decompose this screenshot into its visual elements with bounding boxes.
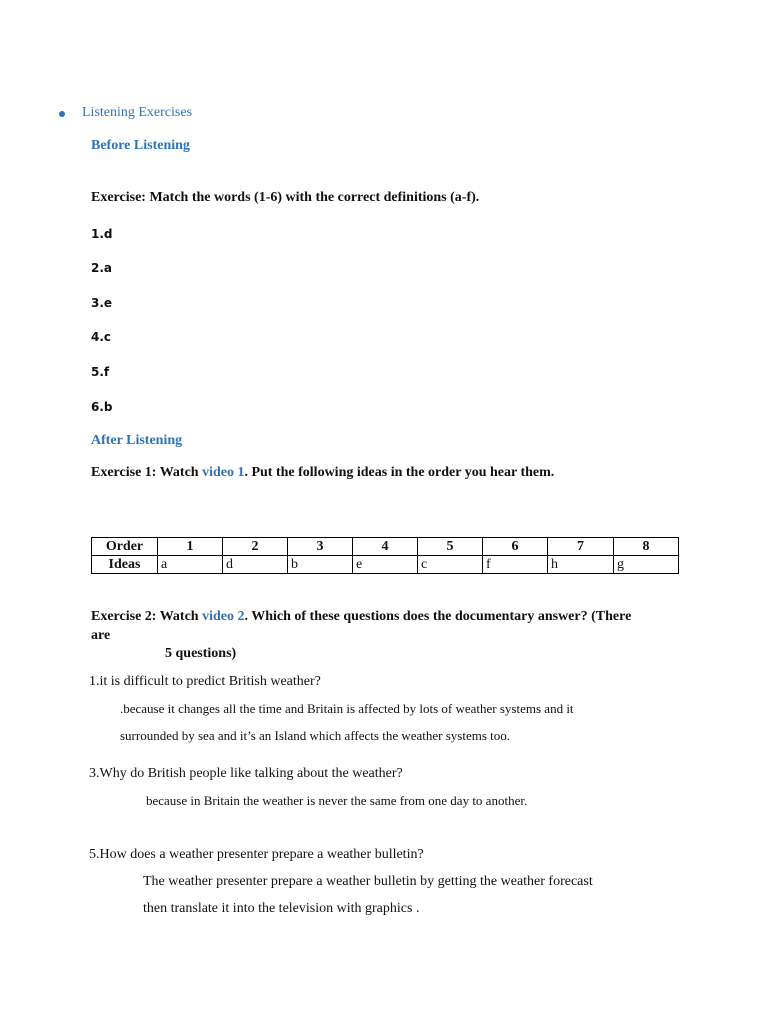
question-3: 3.Why do British people like talking about the weather? xyxy=(89,766,403,781)
exercise1-suffix: . Put the following ideas in the order you hear them. xyxy=(244,465,555,480)
order-number: 8 xyxy=(614,538,679,556)
answer-1-line2: surrounded by sea and it’s an Island which affects the weather systems too. xyxy=(120,728,511,743)
order-number: 6 xyxy=(483,538,548,556)
exercise2-line3: 5 questions) xyxy=(165,646,237,661)
answer-item: 5.f xyxy=(91,365,110,379)
ideas-header: Ideas xyxy=(92,556,158,574)
answer-item: 4.c xyxy=(91,330,112,344)
exercise2-line2: are xyxy=(91,628,111,643)
order-number: 4 xyxy=(353,538,418,556)
answer-item: 2.a xyxy=(91,261,113,275)
answer-item: 1.d xyxy=(91,227,113,241)
table-row xyxy=(92,538,679,556)
order-number: 3 xyxy=(288,538,353,556)
after-listening-heading: After Listening xyxy=(91,433,183,448)
exercise-match-instruction: Exercise: Match the words (1-6) with the correct definitions (a-f). xyxy=(91,190,480,205)
exercise2-suffix: . Which of these questions does the documentary answer? (There xyxy=(244,609,632,624)
order-number: 5 xyxy=(418,538,483,556)
order-table xyxy=(91,537,679,574)
answer-5-line1: The weather presenter prepare a weather bulletin by getting the weather forecast xyxy=(143,874,593,889)
exercise1-instruction xyxy=(91,465,554,481)
order-header: Order xyxy=(92,538,158,556)
idea-cell: e xyxy=(353,556,418,574)
answer-3-line1: because in Britain the weather is never the same from one day to another. xyxy=(146,793,528,808)
question-1: 1.it is difficult to predict British weather? xyxy=(89,674,321,689)
bullet-icon xyxy=(59,111,65,117)
question-5: 5.How does a weather presenter prepare a weather bulletin? xyxy=(89,847,424,862)
before-listening-heading: Before Listening xyxy=(91,138,190,153)
video2-link[interactable]: video 2 xyxy=(202,609,245,624)
order-number: 1 xyxy=(158,538,223,556)
idea-cell: b xyxy=(288,556,353,574)
answer-5-line2: then translate it into the television with graphics . xyxy=(143,901,420,916)
video1-link[interactable]: video 1 xyxy=(202,465,245,480)
section-title: Listening Exercises xyxy=(82,105,193,120)
answer-item: 6.b xyxy=(91,400,113,414)
answer-item: 3.e xyxy=(91,296,113,310)
table-row xyxy=(92,556,679,574)
exercise2-prefix: Exercise 2: Watch xyxy=(91,609,203,624)
idea-cell: a xyxy=(158,556,223,574)
order-number: 2 xyxy=(223,538,288,556)
answer-1-line1: .because it changes all the time and Britain is affected by lots of weather systems and it xyxy=(120,701,574,716)
exercise1-prefix: Exercise 1: Watch xyxy=(91,465,203,480)
order-number: 7 xyxy=(548,538,614,556)
idea-cell: c xyxy=(418,556,483,574)
idea-cell: h xyxy=(548,556,614,574)
exercise2-instruction xyxy=(91,609,631,625)
idea-cell: d xyxy=(223,556,288,574)
idea-cell: g xyxy=(614,556,679,574)
idea-cell: f xyxy=(483,556,548,574)
